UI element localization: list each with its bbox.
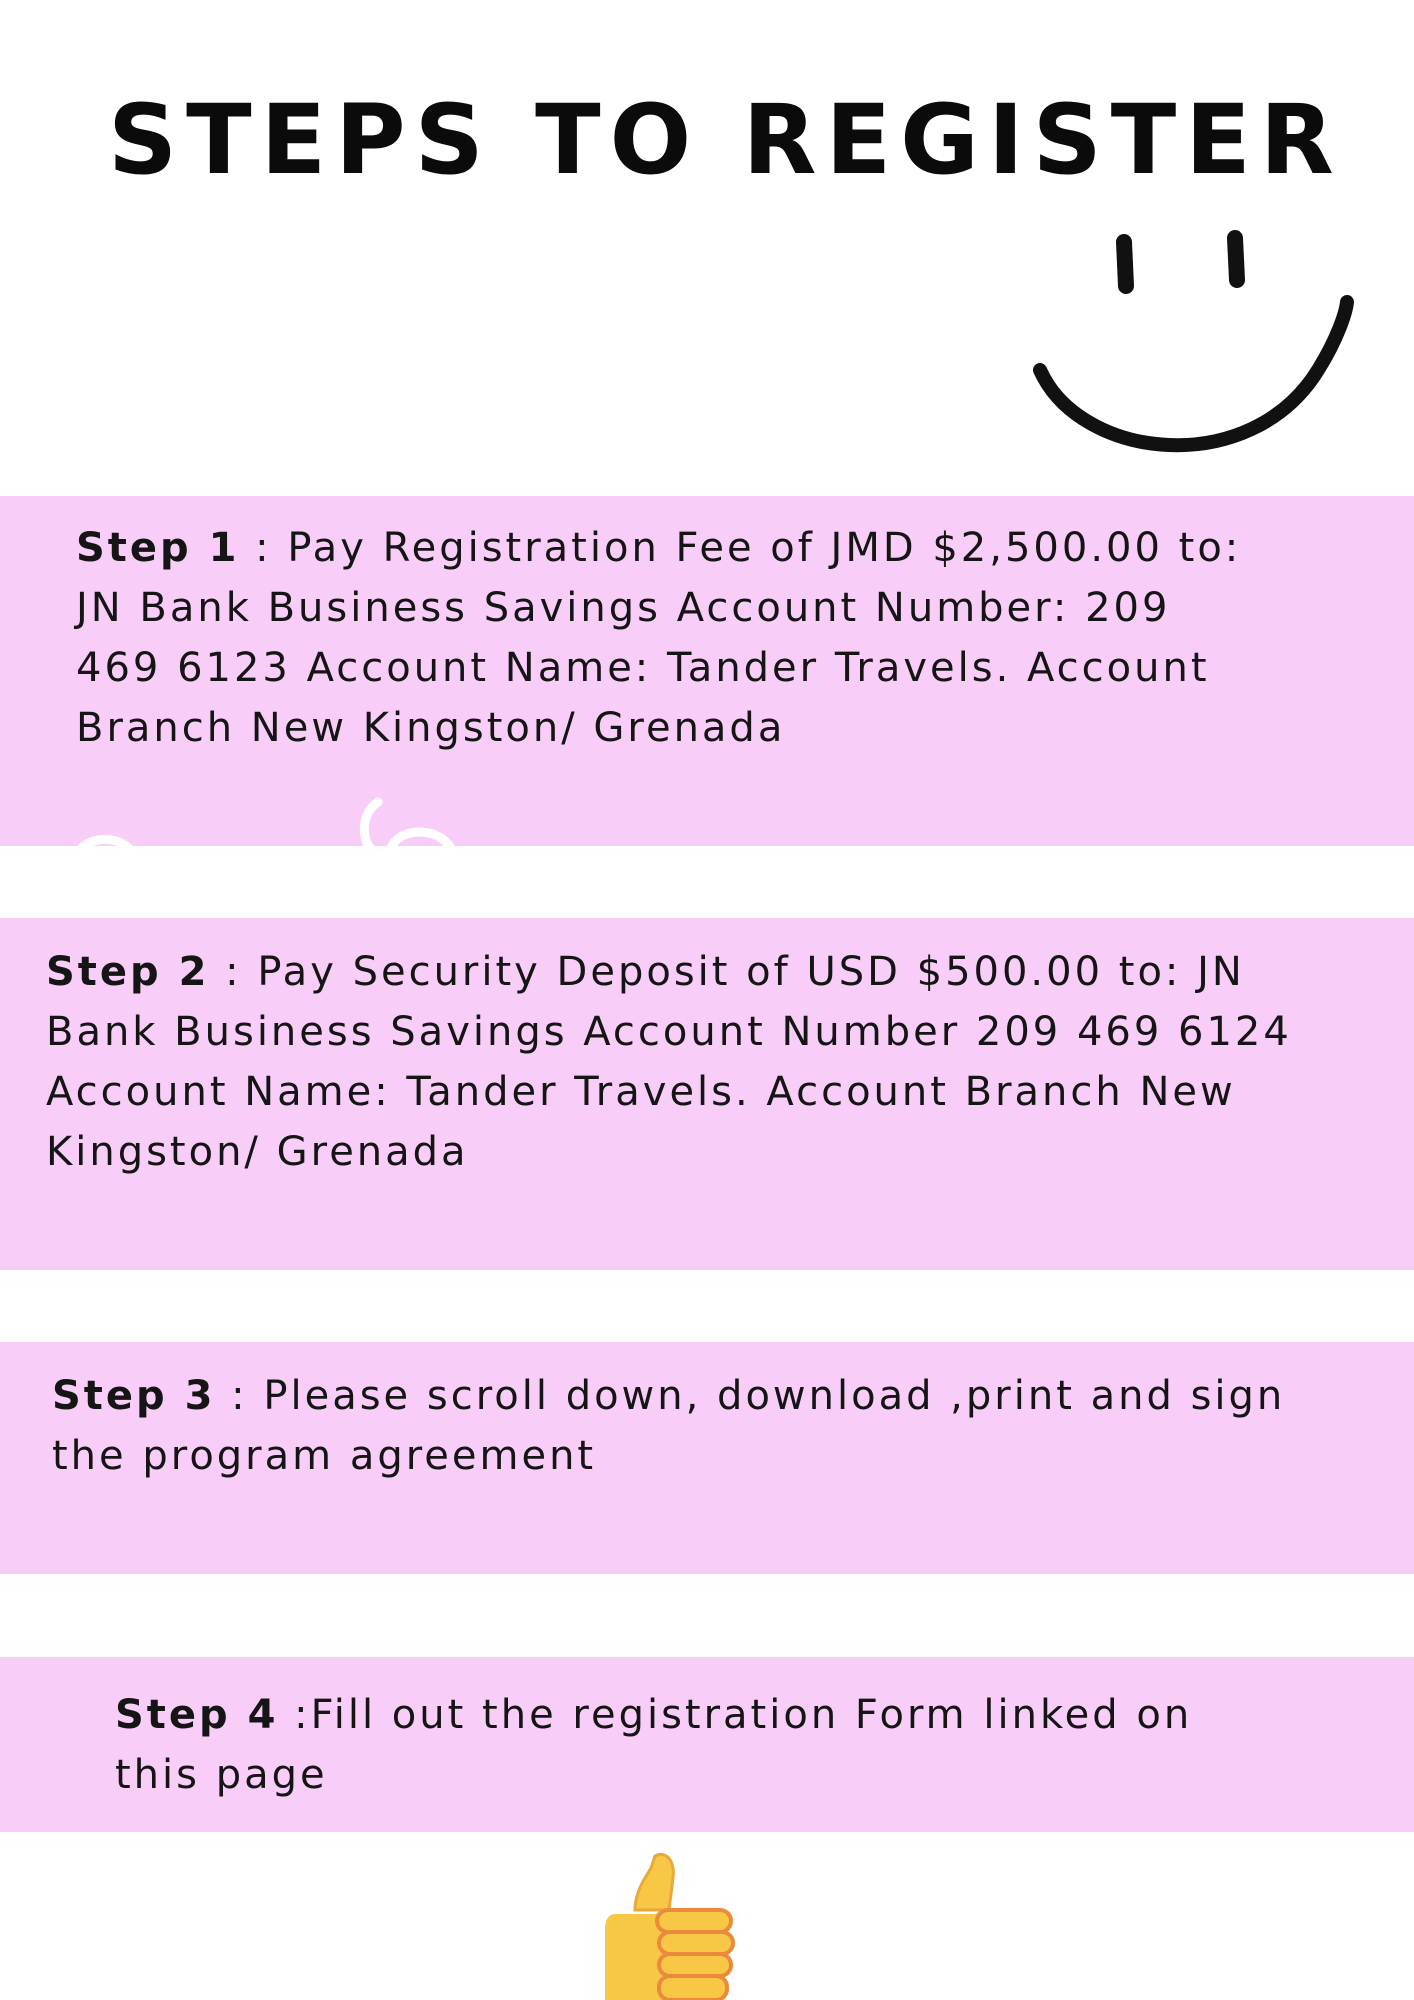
step-1-band: [0, 496, 1414, 846]
step-1-label: Step 1: [76, 525, 240, 571]
step-2-description: Pay Security Deposit of USD $500.00 to: JN Bank Business Savings Account Number 209 469 6124 Account Name: Tander Travels. Account Branch New Kingston/ Grenada: [46, 949, 1292, 1175]
step-4-text: [115, 1685, 1215, 1805]
smiley-face-icon: [1020, 220, 1370, 480]
step-2-text: [46, 942, 1306, 1182]
step-4-separator: :: [278, 1692, 311, 1738]
step-4-band: [0, 1657, 1414, 1832]
step-3-separator: :: [215, 1373, 264, 1419]
thumbs-up-icon: [595, 1848, 745, 2000]
step-1-description: Pay Registration Fee of JMD $2,500.00 to: JN Bank Business Savings Account Number: 209 469 6123 Account Name: Tander Travels. Account Branch New Kingston/ Grenada: [76, 525, 1242, 751]
step-3-band: [0, 1342, 1414, 1574]
step-2-label: Step 2: [46, 949, 210, 995]
step-2-band: [0, 918, 1414, 1270]
step-2-separator: :: [209, 949, 258, 995]
step-3-label: Step 3: [52, 1373, 216, 1419]
step-1-text: [76, 518, 1256, 758]
step-1-separator: :: [239, 525, 288, 571]
decorative-swirl: [60, 792, 480, 846]
step-3-description: Please scroll down, download ,print and sign the program agreement: [52, 1373, 1286, 1479]
step-3-text: [52, 1366, 1352, 1486]
step-4-description: Fill out the registration Form linked on this page: [115, 1692, 1193, 1798]
step-4-label: Step 4: [115, 1692, 279, 1738]
page-title: STEPS TO REGISTER: [108, 84, 1343, 196]
